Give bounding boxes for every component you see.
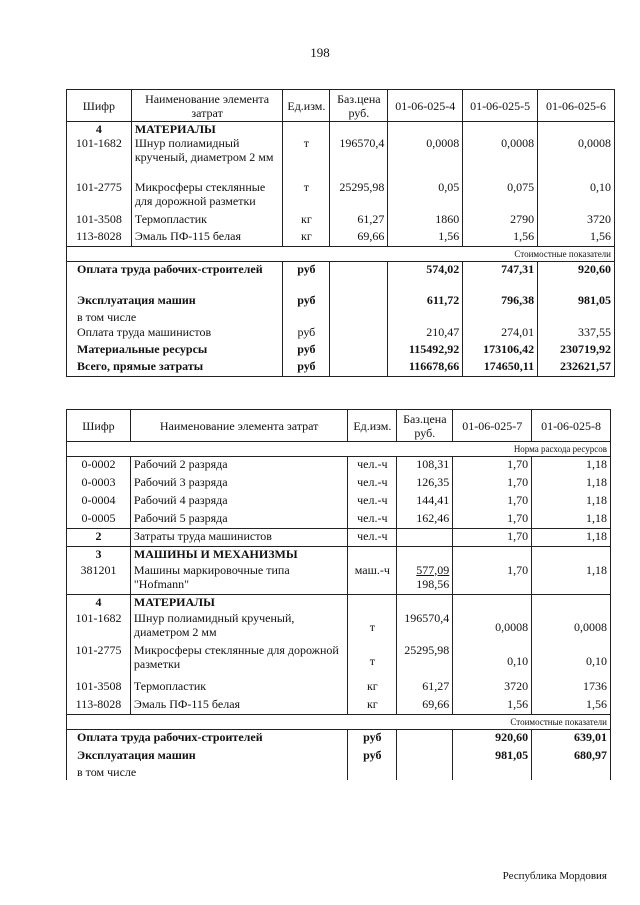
table-row bbox=[67, 611, 611, 643]
row-value: 1,18 bbox=[532, 475, 611, 493]
cost-value: 232621,57 bbox=[538, 359, 615, 376]
section-code: 4 bbox=[67, 595, 131, 611]
section-title: МАТЕРИАЛЫ bbox=[130, 595, 347, 611]
row-name: Термопластик bbox=[130, 679, 347, 697]
row-price: 69,66 bbox=[330, 229, 388, 246]
header-name: Наименование элемента затрат bbox=[130, 410, 347, 442]
cost-row bbox=[67, 342, 615, 359]
cost-row bbox=[67, 261, 615, 293]
row-value: 3720 bbox=[538, 212, 615, 229]
cost-unit: руб bbox=[348, 748, 397, 765]
cost-value: 981,05 bbox=[453, 748, 532, 765]
cost-value: 747,31 bbox=[463, 261, 538, 293]
row-value: 0,075 bbox=[463, 180, 538, 212]
table-row bbox=[67, 475, 611, 493]
cost-value: 173106,42 bbox=[463, 342, 538, 359]
table-row bbox=[67, 493, 611, 511]
cost-header: Стоимостные показатели bbox=[67, 246, 615, 261]
cost-value: 174650,11 bbox=[463, 359, 538, 376]
machinist-row bbox=[67, 529, 611, 547]
row-price: 61,27 bbox=[330, 212, 388, 229]
row-value: 1,70 bbox=[453, 563, 532, 595]
row-price: 126,35 bbox=[397, 475, 453, 493]
cost-value: 116678,66 bbox=[388, 359, 463, 376]
header-row bbox=[67, 410, 611, 442]
row-unit: чел.-ч bbox=[348, 529, 397, 547]
row-code: 101-2775 bbox=[67, 643, 131, 679]
row-price bbox=[397, 563, 453, 595]
section-row bbox=[67, 547, 611, 563]
cost-name: Эксплуатация машин bbox=[67, 293, 283, 310]
row-value: 1,70 bbox=[453, 475, 532, 493]
header-unit: Ед.изм. bbox=[283, 90, 330, 122]
row-value: 0,0008 bbox=[463, 136, 538, 180]
cost-value: 920,60 bbox=[538, 261, 615, 293]
row-name: Шнур полиамидный крученый, диаметром 2 мм bbox=[130, 611, 347, 643]
page-number: 198 bbox=[310, 45, 330, 60]
footer-region: Республика Мордовия bbox=[502, 870, 607, 882]
header-code: Шифр bbox=[67, 410, 131, 442]
row-value: 3720 bbox=[453, 679, 532, 697]
row-value: 0,10 bbox=[538, 180, 615, 212]
row-name: Шнур полиамидный крученый, диаметром 2 мм bbox=[131, 136, 283, 180]
price-bottom: 198,56 bbox=[416, 576, 450, 591]
row-value: 1860 bbox=[388, 212, 463, 229]
row-name: Затраты труда машинистов bbox=[130, 529, 347, 547]
row-value: 1,56 bbox=[532, 697, 611, 715]
row-value: 1,18 bbox=[532, 563, 611, 595]
norms-table-2 bbox=[66, 409, 611, 780]
row-unit: кг bbox=[283, 229, 330, 246]
table-row bbox=[67, 457, 611, 475]
table-row bbox=[67, 563, 611, 595]
norm-header: Норма расхода ресурсов bbox=[67, 442, 611, 457]
row-value: 0,10 bbox=[532, 643, 611, 679]
row-price: 61,27 bbox=[397, 679, 453, 697]
cost-value: 274,01 bbox=[463, 325, 538, 342]
row-price: 196570,4 bbox=[330, 136, 388, 180]
header-col-6: 01-06-025-6 bbox=[538, 90, 615, 122]
cost-unit: руб bbox=[283, 359, 330, 376]
cost-unit: руб bbox=[283, 293, 330, 310]
row-name: Эмаль ПФ-115 белая bbox=[131, 229, 283, 246]
row-value: 1,18 bbox=[532, 529, 611, 547]
row-price: 69,66 bbox=[397, 697, 453, 715]
table-row bbox=[67, 136, 615, 180]
row-code: 2 bbox=[67, 529, 131, 547]
cost-header: Стоимостные показатели bbox=[67, 715, 611, 730]
row-name: Рабочий 4 разряда bbox=[130, 493, 347, 511]
cost-header-row bbox=[67, 246, 615, 261]
cost-name: Эксплуатация машин bbox=[67, 748, 348, 765]
row-unit: маш.-ч bbox=[348, 563, 397, 595]
row-value: 1,18 bbox=[532, 457, 611, 475]
cost-name: Всего, прямые затраты bbox=[67, 359, 283, 376]
row-code: 113-8028 bbox=[67, 697, 131, 715]
header-code: Шифр bbox=[67, 90, 132, 122]
row-value: 1,18 bbox=[532, 511, 611, 529]
header-col-8: 01-06-025-8 bbox=[532, 410, 611, 442]
row-value: 0,0008 bbox=[453, 611, 532, 643]
row-price: 108,31 bbox=[397, 457, 453, 475]
table-row bbox=[67, 180, 615, 212]
row-price: 162,46 bbox=[397, 511, 453, 529]
cost-unit: руб bbox=[348, 730, 397, 748]
row-name: Рабочий 3 разряда bbox=[130, 475, 347, 493]
cost-value: 680,97 bbox=[532, 748, 611, 765]
header-col-7: 01-06-025-7 bbox=[453, 410, 532, 442]
price-top: 577,09 bbox=[416, 562, 450, 577]
cost-name: в том числе bbox=[67, 310, 283, 325]
row-price: 25295,98 bbox=[397, 643, 453, 679]
section-code: 4 bbox=[67, 122, 132, 137]
cost-row bbox=[67, 730, 611, 748]
table-row bbox=[67, 229, 615, 246]
row-value: 0,10 bbox=[453, 643, 532, 679]
cost-unit: руб bbox=[283, 325, 330, 342]
cost-value: 230719,92 bbox=[538, 342, 615, 359]
row-unit: т bbox=[348, 611, 397, 643]
cost-row bbox=[67, 359, 615, 376]
row-code: 0-0005 bbox=[67, 511, 131, 529]
section-row bbox=[67, 595, 611, 611]
row-unit: т bbox=[283, 180, 330, 212]
norms-table-1 bbox=[66, 89, 615, 377]
cost-name: Оплата труда рабочих-строителей bbox=[67, 261, 283, 293]
row-code: 113-8028 bbox=[67, 229, 132, 246]
header-row bbox=[67, 90, 615, 122]
header-price: Баз.цена руб. bbox=[397, 410, 453, 442]
row-code: 0-0004 bbox=[67, 493, 131, 511]
row-unit: чел.-ч bbox=[348, 511, 397, 529]
row-value: 1,70 bbox=[453, 457, 532, 475]
row-value: 1,56 bbox=[538, 229, 615, 246]
row-value: 0,0008 bbox=[532, 611, 611, 643]
row-code: 101-2775 bbox=[67, 180, 132, 212]
table-row bbox=[67, 679, 611, 697]
row-value: 1,70 bbox=[453, 493, 532, 511]
cost-row bbox=[67, 765, 611, 780]
section-row bbox=[67, 122, 615, 137]
row-unit: чел.-ч bbox=[348, 475, 397, 493]
row-code: 381201 bbox=[67, 563, 131, 595]
section-title: МАТЕРИАЛЫ bbox=[131, 122, 283, 137]
row-value: 1736 bbox=[532, 679, 611, 697]
cost-value: 639,01 bbox=[532, 730, 611, 748]
header-price: Баз.цена руб. bbox=[330, 90, 388, 122]
row-unit: чел.-ч bbox=[348, 493, 397, 511]
row-value: 1,70 bbox=[453, 511, 532, 529]
cost-unit: руб bbox=[283, 342, 330, 359]
row-unit: кг bbox=[348, 697, 397, 715]
row-value: 1,56 bbox=[453, 697, 532, 715]
row-code: 101-1682 bbox=[67, 136, 132, 180]
cost-value: 611,72 bbox=[388, 293, 463, 310]
row-price: 196570,4 bbox=[397, 611, 453, 643]
cost-name: Материальные ресурсы bbox=[67, 342, 283, 359]
row-value: 2790 bbox=[463, 212, 538, 229]
row-name: Рабочий 2 разряда bbox=[130, 457, 347, 475]
cost-value: 796,38 bbox=[463, 293, 538, 310]
row-code: 0-0002 bbox=[67, 457, 131, 475]
row-price: 144,41 bbox=[397, 493, 453, 511]
row-price: 25295,98 bbox=[330, 180, 388, 212]
cost-row bbox=[67, 310, 615, 325]
cost-name: в том числе bbox=[67, 765, 348, 780]
row-unit: т bbox=[283, 136, 330, 180]
cost-value: 920,60 bbox=[453, 730, 532, 748]
row-unit: т bbox=[348, 643, 397, 679]
cost-name: Оплата труда рабочих-строителей bbox=[67, 730, 348, 748]
row-value: 1,70 bbox=[453, 529, 532, 547]
header-col-5: 01-06-025-5 bbox=[463, 90, 538, 122]
row-value: 1,18 bbox=[532, 493, 611, 511]
row-name: Эмаль ПФ-115 белая bbox=[130, 697, 347, 715]
table-row bbox=[67, 697, 611, 715]
row-name: Рабочий 5 разряда bbox=[130, 511, 347, 529]
row-value: 0,0008 bbox=[538, 136, 615, 180]
row-code: 101-3508 bbox=[67, 679, 131, 697]
row-name: Машины маркировочные типа "Hofmann" bbox=[130, 563, 347, 595]
norm-header-row bbox=[67, 442, 611, 457]
row-unit: кг bbox=[283, 212, 330, 229]
cost-row bbox=[67, 325, 615, 342]
section-title: МАШИНЫ И МЕХАНИЗМЫ bbox=[130, 547, 347, 563]
table-row bbox=[67, 643, 611, 679]
row-value: 0,0008 bbox=[388, 136, 463, 180]
header-col-4: 01-06-025-4 bbox=[388, 90, 463, 122]
row-value: 1,56 bbox=[388, 229, 463, 246]
table-row bbox=[67, 511, 611, 529]
cost-value: 981,05 bbox=[538, 293, 615, 310]
header-unit: Ед.изм. bbox=[348, 410, 397, 442]
cost-value: 115492,92 bbox=[388, 342, 463, 359]
cost-unit: руб bbox=[283, 261, 330, 293]
row-name: Микросферы стеклянные для дорожной разметки bbox=[131, 180, 283, 212]
row-code: 101-1682 bbox=[67, 611, 131, 643]
table-row bbox=[67, 212, 615, 229]
row-value: 0,05 bbox=[388, 180, 463, 212]
cost-name: Оплата труда машинистов bbox=[67, 325, 283, 342]
row-unit: чел.-ч bbox=[348, 457, 397, 475]
header-name: Наименование элемента затрат bbox=[131, 90, 283, 122]
row-value: 1,56 bbox=[463, 229, 538, 246]
cost-value: 574,02 bbox=[388, 261, 463, 293]
row-unit: кг bbox=[348, 679, 397, 697]
row-code: 101-3508 bbox=[67, 212, 132, 229]
cost-value: 210,47 bbox=[388, 325, 463, 342]
cost-value: 337,55 bbox=[538, 325, 615, 342]
cost-row bbox=[67, 748, 611, 765]
cost-header-row bbox=[67, 715, 611, 730]
row-code: 0-0003 bbox=[67, 475, 131, 493]
section-code: 3 bbox=[67, 547, 131, 563]
row-name: Микросферы стеклянные для дорожной разметки bbox=[130, 643, 347, 679]
row-name: Термопластик bbox=[131, 212, 283, 229]
cost-row bbox=[67, 293, 615, 310]
